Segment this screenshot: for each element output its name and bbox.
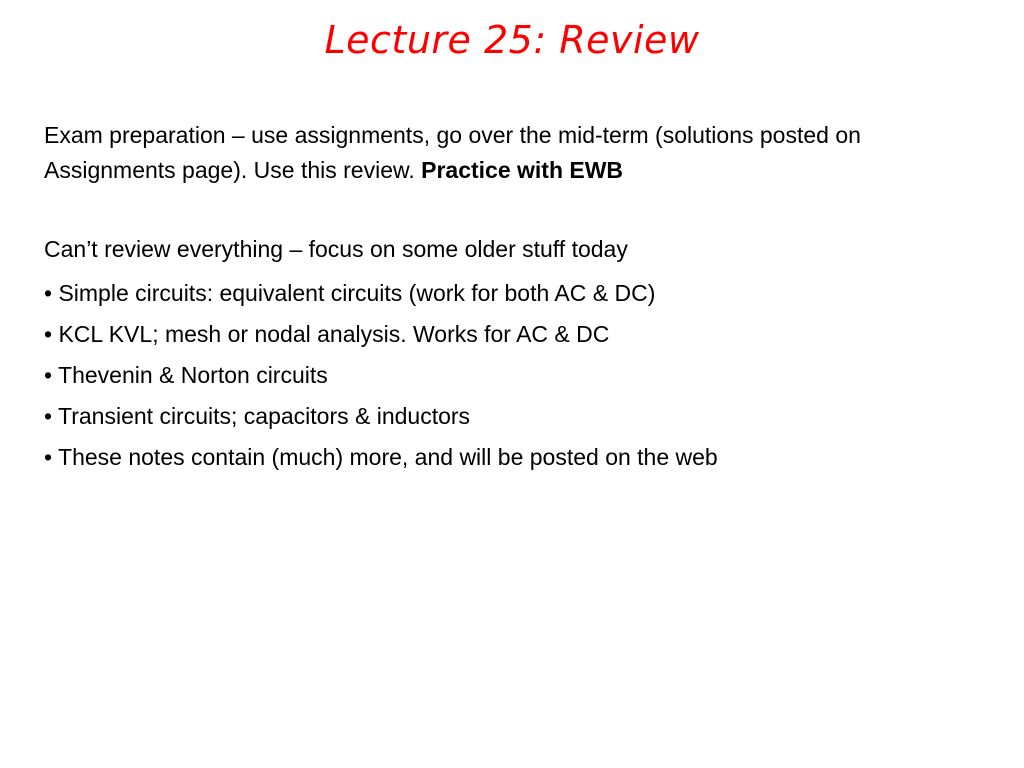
bullet-item: • Thevenin & Norton circuits [44, 362, 328, 388]
bullet-item: • Simple circuits: equivalent circuits (work for both AC & DC) [44, 280, 656, 306]
bullet-item: • These notes contain (much) more, and will be posted on the web [44, 444, 718, 470]
lead-line: Can’t review everything – focus on some older stuff today [44, 236, 628, 262]
bullet-list [44, 273, 984, 478]
slide-title: Lecture 25: Review [324, 18, 700, 62]
intro-paragraph [44, 118, 984, 188]
intro-emphasis: Practice with EWB [421, 157, 624, 183]
bullet-item: • KCL KVL; mesh or nodal analysis. Works for AC & DC [44, 321, 610, 347]
bullet-item: • Transient circuits; capacitors & inductors [44, 403, 471, 429]
intro-text: Exam preparation – use assignments, go over the mid-term (solutions posted on Assignments page). Use this review. [44, 122, 861, 183]
